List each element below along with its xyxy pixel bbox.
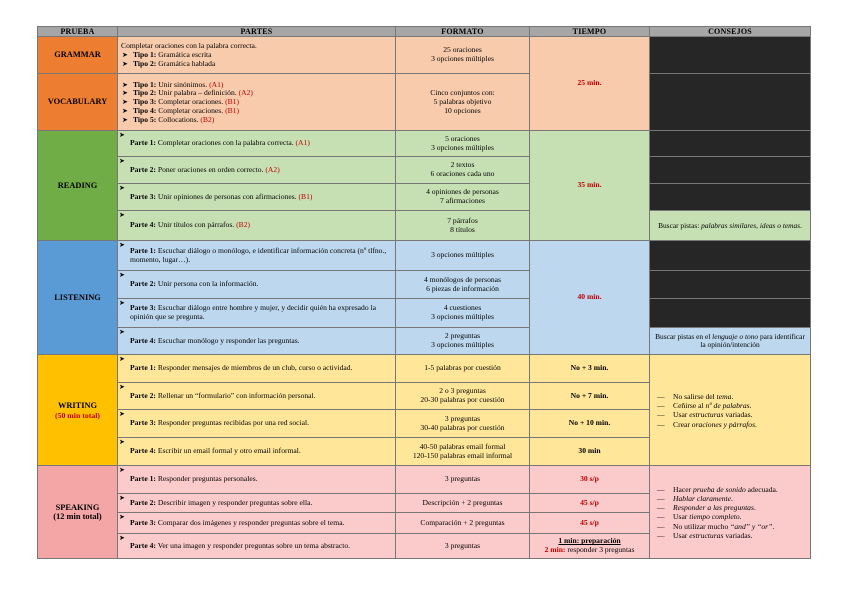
speaking-format-1: 3 preguntas: [396, 466, 530, 494]
list-item: — Usar tiempo completo.: [653, 512, 807, 521]
reading-tip: Buscar pistas: palabras similares, ideas o temas.: [650, 211, 811, 241]
section-listening: LISTENING: [38, 241, 118, 355]
grammar-format: 25 oraciones 3 opciones múltiples: [396, 37, 530, 74]
reading-format-4: 7 párrafos 8 títulos: [396, 211, 530, 241]
list-item: ➤ Tipo 3: Completar oraciones. (B1): [121, 98, 392, 107]
speaking-part-4: ➤ Parte 4: Ver una imagen y responder preguntas sobre un tema abstracto.: [118, 534, 396, 559]
listening-row-3: [38, 299, 811, 328]
speaking-tips: [650, 466, 811, 559]
header-prueba: PRUEBA: [38, 27, 118, 37]
writing-time-1: No + 3 min.: [530, 355, 650, 383]
grammar-vocab-time: 25 min.: [530, 37, 650, 131]
reading-tip-empty-2: [650, 157, 811, 184]
speaking-time-2: 45 s/p: [530, 494, 650, 513]
listening-time: 40 min.: [530, 241, 650, 355]
speaking-time-1: 30 s/p: [530, 466, 650, 494]
header-partes: PARTES: [118, 27, 396, 37]
listening-format-1: 3 opciones múltiples: [396, 241, 530, 271]
writing-part-3: ➤ Parte 3: Responder preguntas recibidas por una red social.: [118, 410, 396, 438]
header-row: [38, 27, 811, 37]
listening-part-1: ➤ Parte 1: Escuchar diálogo o monólogo, e identificar información concreta (nº tlfno., momento, lugar…).: [118, 241, 396, 271]
listening-format-2: 4 monólogos de personas 6 piezas de información: [396, 271, 530, 299]
writing-part-2: ➤ Parte 2: Rellenar un “formulario” con información personal.: [118, 383, 396, 410]
header-consejos: CONSEJOS: [650, 27, 811, 37]
listening-part-3: ➤ Parte 3: Escuchar diálogo entre hombre y mujer, y decidir quién ha expresado la opinión que se pregunta.: [118, 299, 396, 328]
reading-tip-empty-3: [650, 184, 811, 211]
writing-time-3: No + 10 min.: [530, 410, 650, 438]
list-item: ➤ Tipo 2: Gramática hablada: [121, 60, 392, 69]
speaking-part-2: ➤ Parte 2: Describir imagen y responder preguntas sobre ella.: [118, 494, 396, 513]
list-item: ➤ Tipo 2: Unir palabra – definición. (A2): [121, 89, 392, 98]
writing-time-4: 30 min: [530, 438, 650, 466]
reading-row-2: [38, 157, 811, 184]
listening-format-3: 4 cuestiones 3 opciones múltiples: [396, 299, 530, 328]
listening-row-2: [38, 271, 811, 299]
speaking-name: SPEAKING: [55, 502, 100, 512]
list-item: — No utilizar mucho “and” y “or”.: [653, 522, 807, 531]
writing-total: (50 min total): [54, 410, 101, 420]
list-item: — No salirse del tema.: [653, 392, 807, 401]
vocabulary-format: Cinco conjuntos con: 5 palabras objetivo 10 opciones: [396, 74, 530, 131]
speaking-time-3: 45 s/p: [530, 513, 650, 534]
speaking-total: (12 min total): [53, 512, 102, 522]
section-grammar: GRAMMAR: [38, 37, 118, 74]
reading-row-3: [38, 184, 811, 211]
writing-name: WRITING: [57, 400, 98, 410]
section-reading: READING: [38, 131, 118, 241]
reading-row-4: [38, 211, 811, 241]
reading-part-4: ➤ Parte 4: Unir títulos con párrafos. (B2): [118, 211, 396, 241]
reading-row-1: [38, 131, 811, 157]
list-item: ➤ Tipo 4: Completar oraciones. (B1): [121, 107, 392, 116]
list-item: — Responder a las preguntas.: [653, 503, 807, 512]
section-speaking: [38, 466, 118, 559]
speaking-part-1: ➤ Parte 1: Responder preguntas personales.: [118, 466, 396, 494]
reading-part-3: ➤ Parte 3: Unir opiniones de personas con afirmaciones. (B1): [118, 184, 396, 211]
exam-table: [37, 26, 811, 559]
writing-tips: [650, 355, 811, 466]
reading-format-1: 5 oraciones 3 opciones múltiples: [396, 131, 530, 157]
list-item: ➤ Tipo 1: Gramática escrita: [121, 51, 392, 60]
grammar-parts: [118, 37, 396, 74]
writing-time-2: No + 7 min.: [530, 383, 650, 410]
listening-format-4: 2 preguntas 3 opciones múltiples: [396, 328, 530, 355]
reading-part-2: ➤ Parte 2: Poner oraciones en orden correcto. (A2): [118, 157, 396, 184]
grammar-row: [38, 37, 811, 74]
list-item: — Crear oraciones y párrafos.: [653, 420, 807, 429]
list-item: — Hablar claramente.: [653, 494, 807, 503]
vocabulary-parts: [118, 74, 396, 131]
writing-format-1: 1-5 palabras por cuestión: [396, 355, 530, 383]
list-item: ➤ Tipo 5: Collocations. (B2): [121, 116, 392, 125]
writing-part-1: ➤ Parte 1: Responder mensajes de miembros de un club, curso o actividad.: [118, 355, 396, 383]
listening-tip-empty-1: [650, 241, 811, 271]
listening-row-4: [38, 328, 811, 355]
list-item: — Hacer prueba de sonido adecuada.: [653, 485, 807, 494]
section-writing: [38, 355, 118, 466]
listening-tip-empty-3: [650, 299, 811, 328]
reading-tip-empty-1: [650, 131, 811, 157]
header-tiempo: TIEMPO: [530, 27, 650, 37]
vocabulary-row: [38, 74, 811, 131]
listening-part-2: ➤ Parte 2: Unir persona con la información.: [118, 271, 396, 299]
writing-row-1: [38, 355, 811, 383]
reading-format-3: 4 opiniones de personas 7 afirmaciones: [396, 184, 530, 211]
speaking-row-1: [38, 466, 811, 494]
reading-time: 35 min.: [530, 131, 650, 241]
speaking-format-2: Descripción + 2 preguntas: [396, 494, 530, 513]
header-formato: FORMATO: [396, 27, 530, 37]
reading-part-1: ➤ Parte 1: Completar oraciones con la palabra correcta. (A1): [118, 131, 396, 157]
writing-format-2: 2 o 3 preguntas 20-30 palabras por cuestión: [396, 383, 530, 410]
speaking-time-4: 1 min: preparación 2 min: responder 3 preguntas: [530, 534, 650, 559]
speaking-part-3: ➤ Parte 3: Comparar dos imágenes y responder preguntas sobre el tema.: [118, 513, 396, 534]
writing-part-4: ➤ Parte 4: Escribir un email formal y otro email informal.: [118, 438, 396, 466]
grammar-intro: Completar oraciones con la palabra correcta.: [121, 41, 257, 51]
vocabulary-tip-empty: [650, 74, 811, 131]
speaking-format-4: 3 preguntas: [396, 534, 530, 559]
speaking-format-3: Comparación + 2 preguntas: [396, 513, 530, 534]
listening-tip: Buscar pistas en el lenguaje o tono para identificar la opinión/intención: [650, 328, 811, 355]
list-item: — Usar estructuras variadas.: [653, 410, 807, 419]
writing-format-3: 3 preguntas 30-40 palabras por cuestión: [396, 410, 530, 438]
writing-format-4: 40-50 palabras email formal 120-150 palabras email informal: [396, 438, 530, 466]
listening-part-4: ➤ Parte 4: Escuchar monólogo y responder las preguntas.: [118, 328, 396, 355]
list-item: ➤ Tipo 1: Unir sinónimos. (A1): [121, 81, 392, 90]
list-item: — Usar estructuras variadas.: [653, 531, 807, 540]
reading-format-2: 2 textos 6 oraciones cada uno: [396, 157, 530, 184]
list-item: — Ceñirse al nº de palabras.: [653, 401, 807, 410]
grammar-tip-empty: [650, 37, 811, 74]
listening-tip-empty-2: [650, 271, 811, 299]
listening-row-1: [38, 241, 811, 271]
section-vocabulary: VOCABULARY: [38, 74, 118, 131]
